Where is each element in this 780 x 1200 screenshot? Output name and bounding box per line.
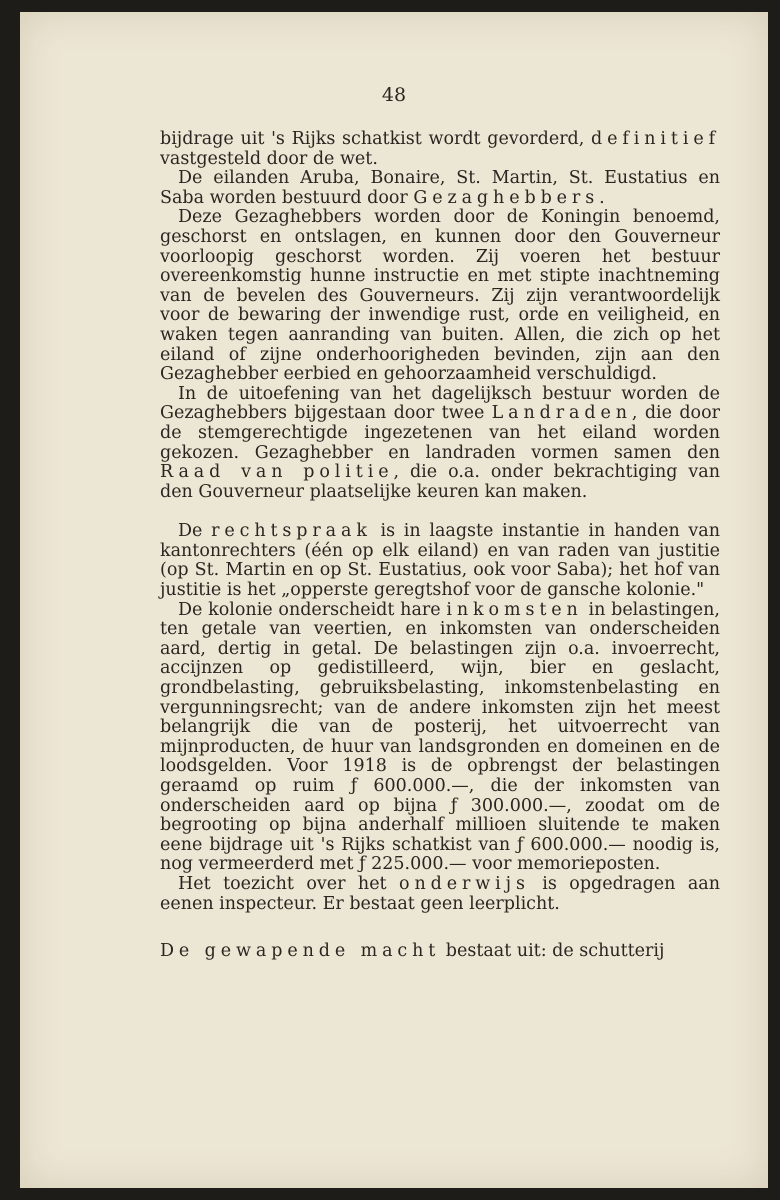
paragraph: [160, 208, 720, 384]
paragraph: [160, 522, 720, 600]
spaced-emphasis: inkomsten: [446, 599, 583, 620]
text-run: bijdrage uit 's Rijks schatkist wordt gevorderd,: [160, 129, 592, 149]
spaced-emphasis: Raad van politie: [160, 462, 394, 483]
paragraph: [160, 385, 720, 503]
paragraph: [160, 130, 720, 169]
spaced-emphasis: De gewapende macht: [160, 941, 441, 962]
text-run: is in laagste instantie in handen van kantonrechters (één op elk eiland) en van raden van justitie (op St. Martin en op St. Eustatius, ook voor Saba); het hof van justitie is het „opperste geregtshof voor de gansche kolonie.": [160, 521, 720, 601]
text-run: De eilanden Aruba, Bonaire, St. Martin, St. Eustatius en Saba worden bestuurd door: [160, 168, 720, 208]
page-number: 48: [381, 84, 407, 106]
spaced-emphasis: Gezaghebbers: [413, 187, 600, 208]
spaced-emphasis: rechtspraak: [211, 521, 372, 542]
text-run: , die o.a. onder bekrachtiging van den Gouverneur plaatselijke keuren kan maken.: [160, 462, 720, 502]
text-run: In de uitoefening van het dagelijksch bestuur worden de Gezaghebbers bijgestaan door twee: [160, 383, 720, 424]
spaced-emphasis: definitief: [591, 129, 720, 149]
text-run: Het toezicht over het: [178, 873, 400, 894]
text-run: in belastingen, ten getale van veertien, en inkomsten van onderscheiden aard, dertig in getal. De belastingen zijn o.a. invoerrecht, accijnzen op gedistilleerd, wijn, bier en geslacht, grondbelasting, gebruiksbelasting, inkomstenbelasting en vergunningsrecht; van de andere inkomsten zijn het meest belangrijk die van de posterij, het uitvoerrecht van mijnproducten, de huur van landsgronden en domeinen en de loodsgelden. Voor 1918 is de opbrengst der belastingen geraamd op ruim ƒ 600.000.—, die der inkomsten van onderscheiden aard op bijna ƒ 300.000.—, zoodat om de begrooting op bijna anderhalf millioen sluitende te maken eene bijdrage uit 's Rijks schatkist van ƒ 600.000.— noodig is, nog vermeerderd met ƒ 225.000.— voor memorieposten.: [160, 599, 720, 875]
body-text: [160, 130, 720, 962]
text-run: De kolonie onderscheidt hare: [178, 599, 447, 620]
spaced-emphasis: Landraden: [491, 403, 632, 424]
text-run: is opgedragen aan eenen inspecteur. Er bestaat geen leerplicht.: [160, 873, 720, 914]
paragraph: [160, 942, 720, 962]
text-run: vastgesteld door de wet.: [160, 148, 378, 169]
paragraph: [160, 601, 720, 875]
book-page: [20, 12, 768, 1188]
spaced-emphasis: onderwijs: [399, 873, 530, 894]
paragraph: [160, 875, 720, 914]
paragraph: [160, 169, 720, 208]
text-run: bestaat uit: de schutterij: [440, 941, 665, 962]
text-run: , die door de stemgerechtigde ingezetenen van het eiland worden gekozen. Gezaghebber en landraden vormen samen den: [160, 403, 720, 463]
text-run: De: [178, 521, 212, 542]
text-run: Deze Gezaghebbers worden door de Koningin benoemd, geschorst en ontslagen, en kunnen door den Gouverneur voorloopig geschorst worden. Zij voeren het bestuur overeenkomstig hunne instructie en met stipte inachtneming van de bevelen des Gouverneurs. Zij zijn verantwoordelijk voor de bewaring der inwendige rust, orde en veiligheid, en waken tegen aanranding van buiten. Allen, die zich op het eiland of zijne onderhoorigheden bevinden, zijn aan den Gezaghebber eerbied en gehoorzaamheid verschuldigd.: [160, 207, 720, 385]
text-run: .: [599, 187, 605, 208]
